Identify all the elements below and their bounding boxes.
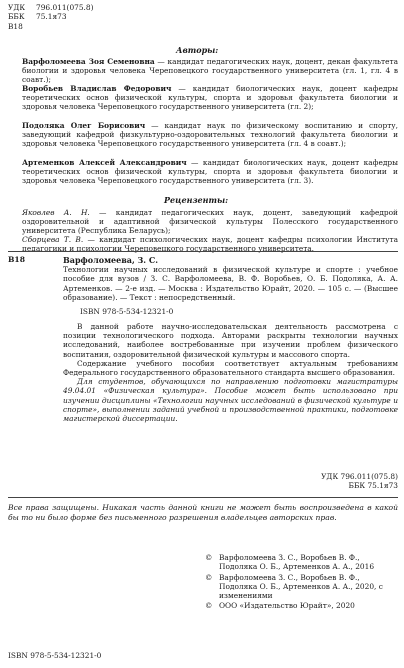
reviewer-name: Яковлев А. Н.: [22, 208, 90, 217]
bbk-bottom: ББК 75.1я73: [348, 481, 398, 491]
annotation: [63, 322, 398, 423]
copyright-block: [205, 553, 400, 612]
copyright-text: Варфоломеева З. С., Воробьев В. Ф., Подоляка О. Б., Артеменков А. А., 2016: [219, 553, 375, 572]
author-description: — кандидат наук по физическому воспитанию и спорту, заведующий кафедрой физкультурно-оздоровительных технологий факультета биологии и здоровья человека Череповецкого государственного университета (гл. 4 в соавт.);: [22, 121, 399, 149]
author-name: Варфоломеева Зоя Семеновна: [22, 57, 155, 66]
bib-author: Варфоломеева, З. С.: [63, 255, 158, 265]
author-code: В18: [8, 21, 23, 31]
annotation-paragraph: В данной работе научно-исследовательская деятельность рассмотрена с позиции технологического подхода. Авторами раскрыты технологии научных исследований, наиболее востребованные при изучении проблем физического воспитания, оздоровительной физической культуры и массового спорта.: [63, 322, 398, 359]
isbn-bottom: ISBN 978-5-534-12321-0: [8, 651, 102, 660]
udk-label: УДК: [8, 3, 26, 12]
reviewer-name: Сборцева Т. В.: [22, 235, 84, 244]
author-name: Подоляка Олег Борисович: [22, 121, 146, 130]
copyright-text: ООО «Издательство Юрайт», 2020: [219, 601, 355, 611]
author-entry: [22, 57, 398, 85]
bib-isbn: ISBN 978-5-534-12321-0: [80, 307, 174, 316]
annotation-audience: Для студентов, обучающихся по направлению подготовки магистратуры 49.04.01 «Физическая культура». Пособие может быть использовано при изучении дисциплины «Технологии научных исследований в физической культуре и спорте», выполнении заданий учебной и производственной практики, подготовке магистерской диссертации.: [63, 377, 398, 424]
reviewer-description: — кандидат педагогических наук, доцент, заведующий кафедрой оздоровительной и адаптивной физической культуры Полесского государственного университета (Республика Беларусь);: [22, 208, 398, 236]
copyright-line: [205, 573, 400, 601]
bbk-row: [8, 12, 94, 21]
bib-description: Технологии научных исследований в физической культуре и спорте : учебное пособие для вузов / З. С. Варфоломеева, В. Ф. Воробьев, О. Б. Подоляка, А. А. Артеменков. — 2-е изд. — Москва : Издательство Юрайт, 2020. — 105 с. — (Высшее образование). — Текст : непосредственный.: [63, 265, 398, 302]
author-name: Воробьев Владислав Федорович: [22, 84, 172, 93]
udk-row: [8, 3, 94, 12]
authors-heading: Авторы:: [176, 45, 219, 55]
author-name: Артеменков Алексей Александрович: [22, 158, 187, 167]
author-entry: [22, 158, 398, 186]
author-entry: [22, 84, 398, 112]
udk-value: 796.011(075.8): [36, 3, 94, 12]
author-description: — кандидат педагогических наук, доцент, декан факультета биологии и здоровья человека Череповецкого государственного университета (гл. 1, гл. 4 в соавт.);: [22, 57, 398, 85]
reviewer-entry: [22, 208, 398, 236]
copyright-icon: ©: [205, 601, 213, 611]
copyright-line: [205, 601, 400, 610]
bottom-codes: [321, 472, 398, 491]
divider: [8, 497, 398, 498]
author-description: — кандидат биологических наук, доцент кафедры теоретических основ физической культуры, спорта и здоровья факультета биологии и здоровья человека Череповецкого государственного университета (гл. 3).: [22, 158, 398, 186]
udk-bottom: УДК 796.011(075.8): [321, 472, 398, 481]
bib-author-code: В18: [8, 255, 25, 264]
copyright-icon: ©: [205, 572, 213, 582]
divider: [8, 251, 398, 252]
author-entry: [22, 121, 398, 149]
annotation-paragraph: Содержание учебного пособия соответствует актуальным требованиям Федерального государственного образовательного стандарта высшего образования.: [63, 358, 398, 378]
bbk-value: 75.1я73: [36, 12, 67, 22]
rights-notice: Все права защищены. Никакая часть данной книги не может быть воспроизведена в какой бы то ни было форме без письменного разрешения владельцев авторских прав.: [8, 503, 398, 522]
copyright-text: Варфоломеева З. С., Воробьев В. Ф., Подоляка О. Б., Артеменков А. А., 2020, с изменениями: [219, 572, 383, 601]
copyright-line: [205, 553, 400, 572]
reviewer-description: — кандидат психологических наук, доцент кафедры психологии Института педагогики и психологии Череповецкого государственного университета.: [22, 235, 398, 254]
bbk-label: ББК: [8, 12, 25, 22]
bibliographic-record: [63, 256, 398, 302]
reviewers-heading: Рецензенты:: [164, 195, 229, 205]
classification-codes: [8, 3, 94, 31]
author-description: — кандидат биологических наук, доцент кафедры теоретических основ физической культуры, спорта и здоровья факультета биологии и здоровья человека Череповецкого государственного университета (гл. 2);: [22, 84, 399, 112]
author-code-row: [8, 22, 94, 31]
copyright-icon: ©: [205, 553, 213, 562]
